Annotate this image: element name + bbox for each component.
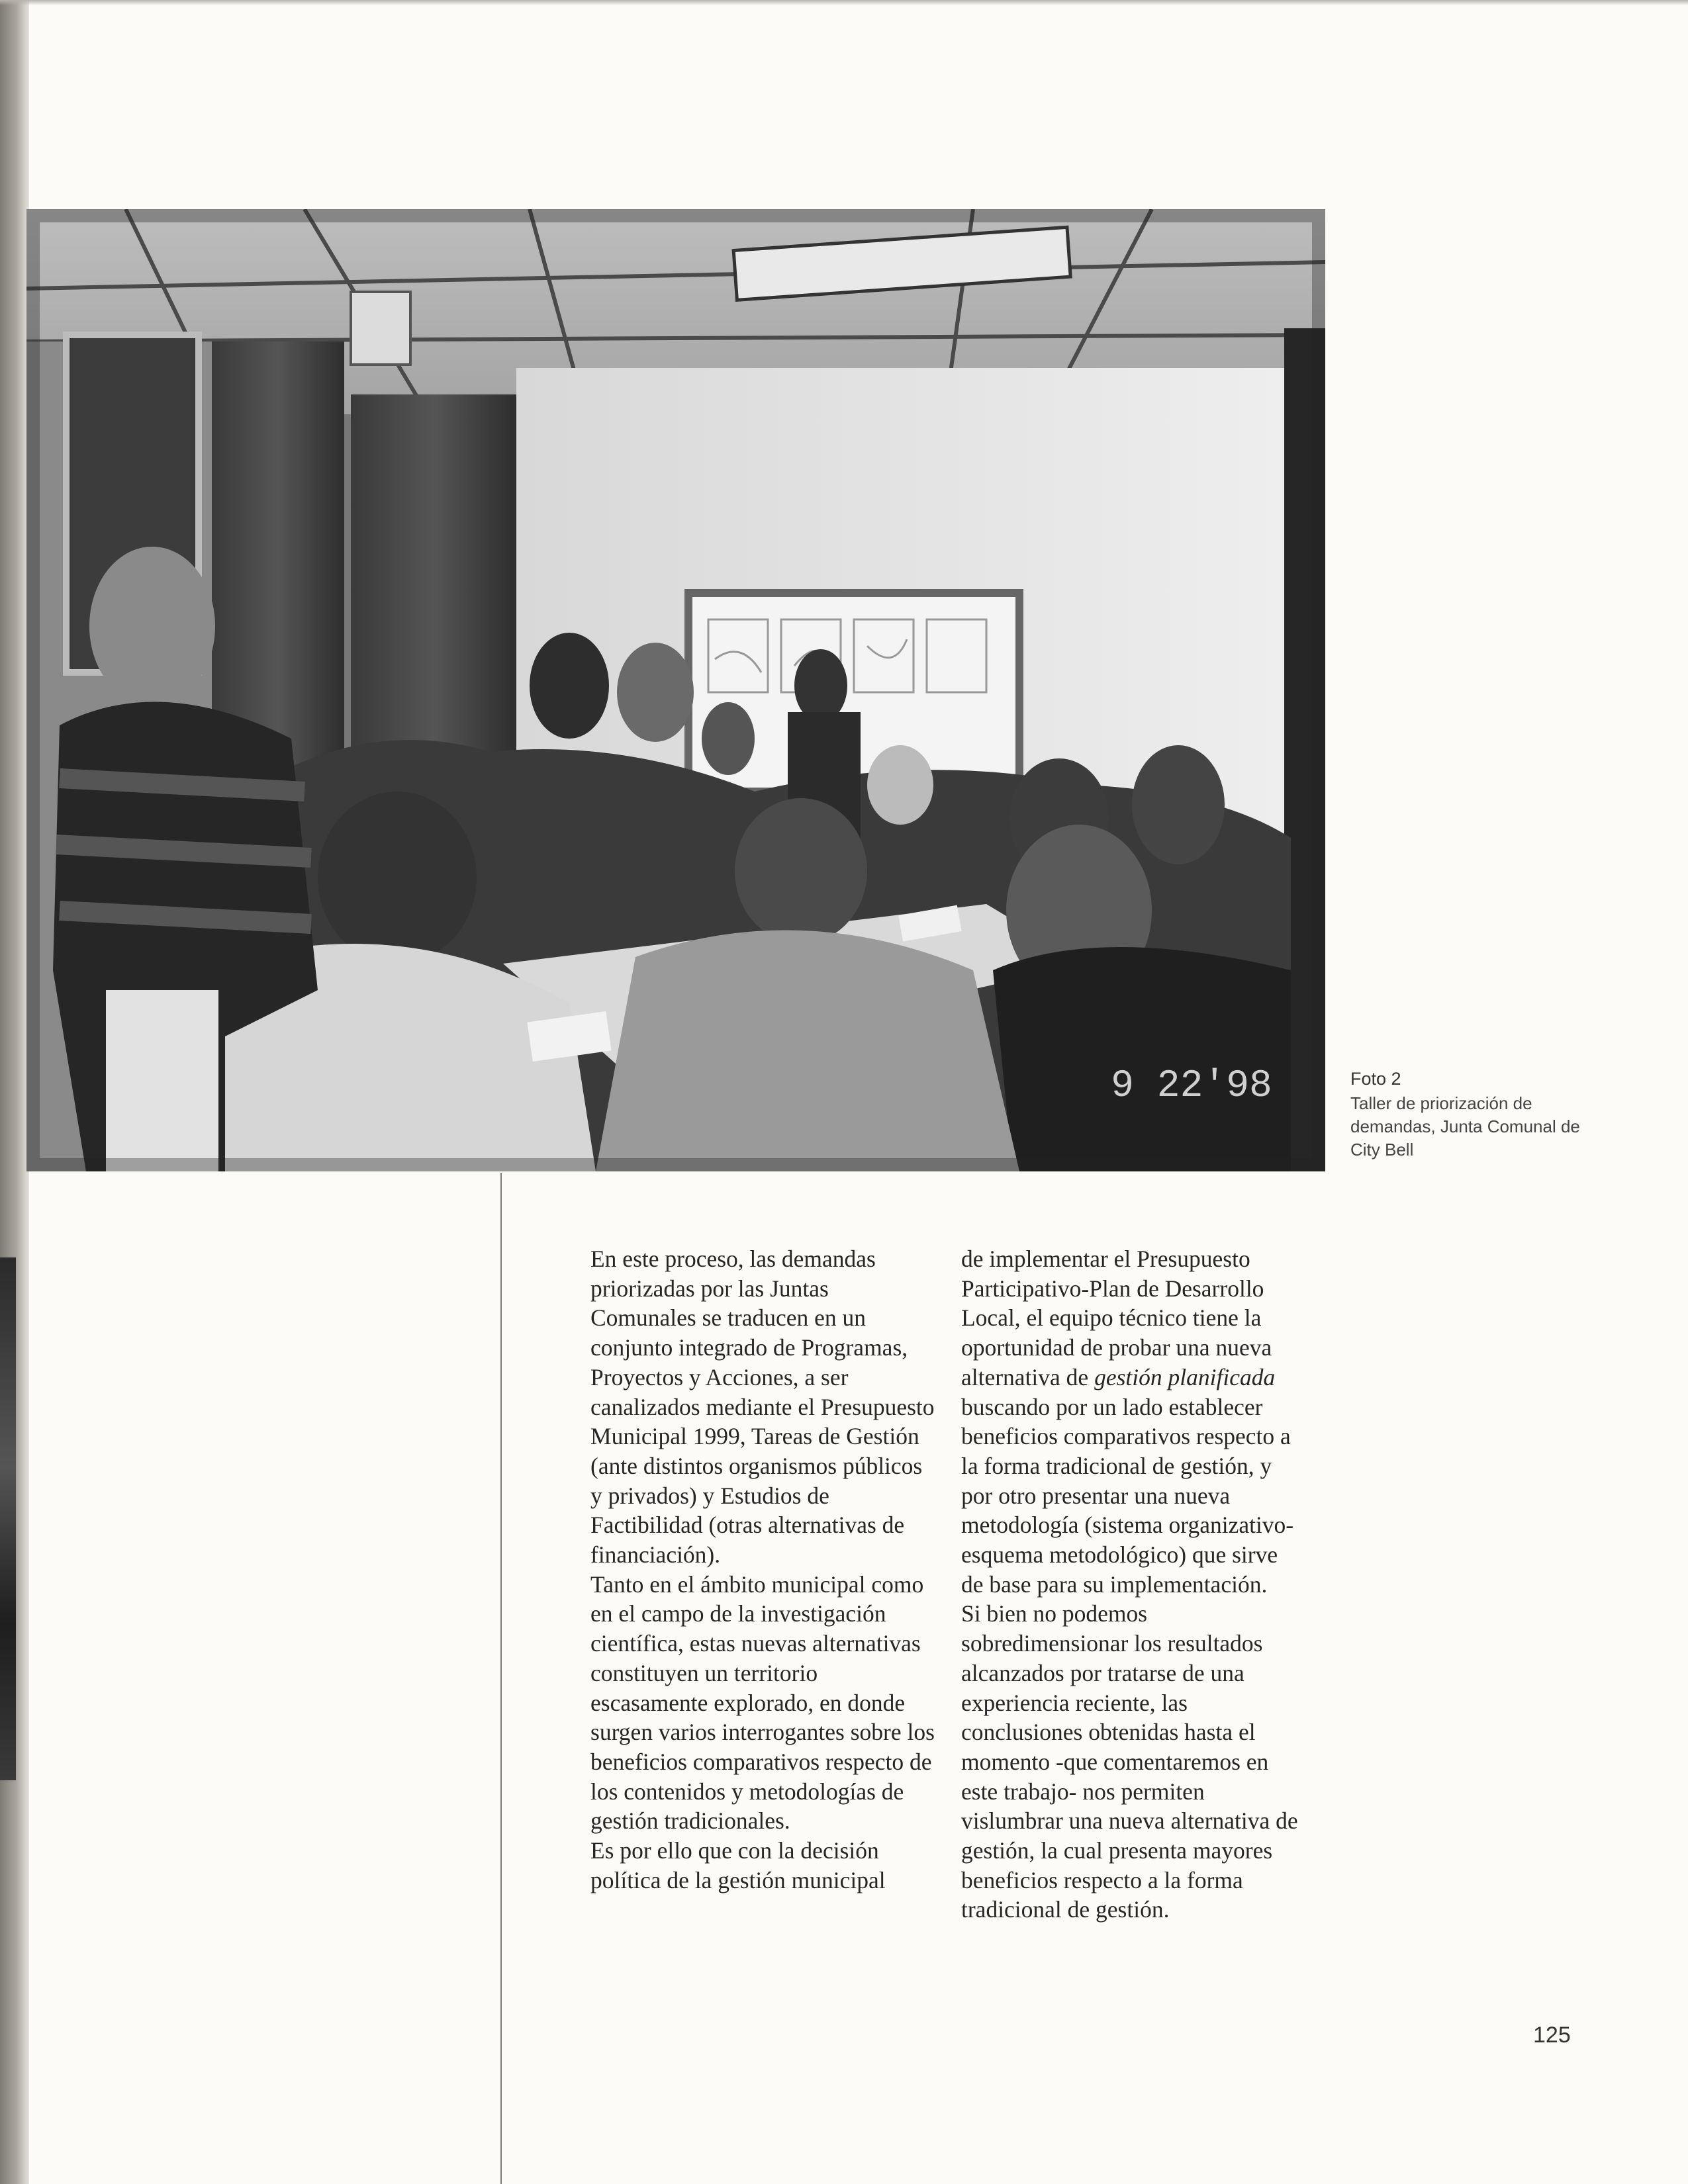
paragraph-text: buscando por un lado establecer beneficios comparativos respecto a la forma tradicional de gestión, y por otro presentar una nueva metodología (sistema organizativo-esquema metodológico) que sirve de base para su implementación. [961, 1393, 1294, 1598]
paragraph [961, 1244, 1305, 1599]
text-column-right [961, 1244, 1305, 1925]
column-divider [500, 1173, 502, 2184]
text-column-left [590, 1244, 935, 1895]
page-gutter [0, 0, 29, 2184]
page-top-shadow [0, 0, 1688, 5]
page-number: 125 [1533, 2023, 1571, 2048]
caption-title: Foto 2 [1350, 1069, 1401, 1089]
caption-text: Taller de priorización de demandas, Junta Comunal de City Bell [1350, 1093, 1580, 1160]
paragraph: Es por ello que con la decisión política de la gestión municipal [590, 1837, 886, 1893]
paragraph: En este proceso, las demandas priorizadas por las Juntas Comunales se traducen en un conjunto integrado de Programas, Proyectos y Acciones, a ser canalizados mediante el Presupuesto Municipal 1999, Tareas de Gestión (ante distintos organismos públicos y privados) y Estudios de Factibilidad (otras alternativas de financiación). [590, 1246, 935, 1569]
paragraph: Tanto en el ámbito municipal como en el campo de la investigación científica, estas nuevas alternativas constituyen un territorio escasamente explorado, en donde surgen varios interrogantes sobre los beneficios comparativos respecto de los contenidos y metodologías de gestión tradicionales. [590, 1570, 935, 1835]
workshop-photo [26, 209, 1325, 1171]
facing-page-edge [0, 1257, 16, 1780]
paragraph: Si bien no podemos sobredimensionar los resultados alcanzados por tratarse de una experiencia reciente, las conclusiones obtenidas hasta el momento -que comentaremos en este trabajo- nos permiten vislumbrar una nueva alternativa de gestión, la cual presenta mayores beneficios respecto a la forma tradicional de gestión. [961, 1600, 1298, 1923]
emphasis-text: gestión planificada [1094, 1363, 1276, 1390]
workshop-photo-image [26, 209, 1325, 1171]
photo-caption [1350, 1067, 1602, 1161]
photo-date-stamp: 9 22'98 [1111, 1065, 1272, 1108]
paragraph-text: de implementar el Presupuesto Participativo-Plan de Desarrollo Local, el equipo técnico tiene la oportunidad de probar una nueva alternativa de [961, 1246, 1272, 1390]
